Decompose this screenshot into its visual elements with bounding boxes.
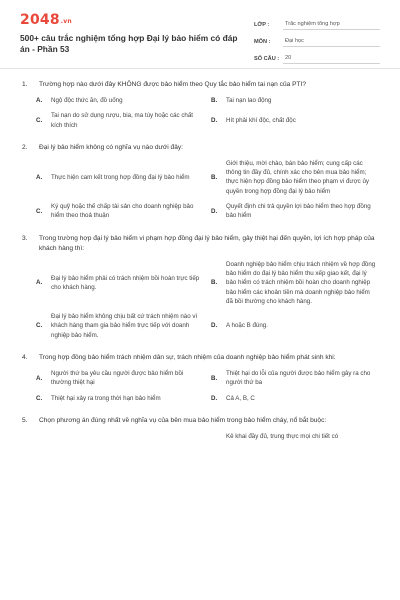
- option-b[interactable]: [211, 369, 378, 388]
- option-c[interactable]: [36, 312, 203, 340]
- option-letter: A.: [36, 279, 43, 287]
- option-text: A hoặc B đúng.: [226, 322, 268, 330]
- meta-value: 20: [283, 55, 380, 64]
- option-d[interactable]: [211, 202, 378, 221]
- option-letter: A.: [36, 97, 43, 104]
- option-letter: B.: [211, 173, 218, 181]
- question-number: 1.: [22, 81, 28, 88]
- logo-text: 2048: [20, 12, 60, 28]
- option-letter: C.: [36, 322, 43, 330]
- logo-suffix: .vn: [60, 18, 72, 25]
- option-letter: C.: [36, 207, 43, 215]
- option-b[interactable]: [211, 159, 378, 196]
- option-a[interactable]: [36, 159, 203, 196]
- option-text: Thiệt hại do lỗi của người được bảo hiểm gây ra cho người thứ ba: [226, 370, 371, 387]
- option-letter: C.: [36, 116, 43, 124]
- option-letter: A.: [36, 374, 43, 382]
- question-number: 5.: [22, 416, 28, 424]
- option-a[interactable]: [36, 369, 203, 388]
- option-text: Thực hiện cam kết trong hợp đồng đại lý bảo hiểm: [51, 173, 190, 181]
- option-letter: D.: [211, 322, 218, 330]
- option-letter: A.: [36, 173, 43, 181]
- option-a[interactable]: [36, 260, 203, 306]
- question-5: [22, 416, 378, 441]
- option-c[interactable]: [36, 111, 203, 130]
- header-divider: [0, 68, 400, 69]
- question-stem: [22, 80, 378, 90]
- option-d[interactable]: [211, 111, 378, 130]
- meta-label: LỚP :: [254, 22, 270, 28]
- answer-options: [22, 432, 378, 441]
- option-text: Kê khai đầy đủ, trung thực mọi chi tiết có: [226, 432, 339, 440]
- meta-label: MÔN :: [254, 39, 271, 45]
- question-stem: [22, 143, 378, 153]
- question-stem: [22, 416, 378, 426]
- option-b[interactable]: [211, 260, 378, 306]
- option-letter: D.: [211, 207, 218, 215]
- answer-options: [22, 260, 378, 340]
- option-a[interactable]: [36, 96, 203, 105]
- option-c[interactable]: [36, 394, 203, 403]
- option-text: Doanh nghiệp bảo hiểm chịu trách nhiệm về hợp đồng bảo hiểm do đại lý bảo hiểm thu xếp giao kết, đại lý bảo hiểm có trách nhiệm bồi hoàn cho doanh nghiệp bảo hiểm các khoản tiền mà doanh nghiệp bảo hiểm đã bồi thường cho khách hàng.: [226, 260, 376, 305]
- option-text: Tai nạn do sử dụng rượu, bia, ma túy hoặc các chất kích thích: [51, 112, 194, 129]
- question-stem: [22, 234, 378, 254]
- question-1: [22, 80, 378, 130]
- meta-value: Trắc nghiệm tổng hợp: [283, 21, 380, 30]
- option-text: Thiệt hại xảy ra trong thời hạn bảo hiểm: [51, 394, 161, 402]
- document-title: 500+ câu trắc nghiệm tổng hợp Đại lý bảo hiểm có đáp án - Phần 53: [20, 33, 238, 54]
- question-number: 3.: [22, 234, 28, 242]
- option-letter: B.: [211, 374, 218, 382]
- question-text: Trong trường hợp đại lý bảo hiểm vi phạm hợp đồng đại lý bảo hiểm, gây thiệt hại đến quyền, lợi ích hợp pháp của khách hàng thì:: [39, 234, 375, 252]
- question-text: Chọn phương án đúng nhất về nghĩa vụ của bên mua bảo hiểm trong bảo hiểm cháy, nổ bắt buộc:: [39, 416, 327, 424]
- option-letter: C.: [36, 394, 43, 402]
- question-4: [22, 353, 378, 403]
- document-meta: [254, 13, 380, 64]
- option-text: Cả A, B, C: [226, 394, 255, 402]
- question-number: 4.: [22, 354, 28, 362]
- question-2: [22, 143, 378, 221]
- option-text: Tai nạn lao động: [226, 97, 272, 104]
- option-letter: B.: [211, 97, 218, 104]
- question-text: Trường hợp nào dưới đây KHÔNG được bảo hiểm theo Quy tắc bảo hiểm tai nạn của PTI?: [39, 81, 307, 88]
- option-a[interactable]: [36, 432, 203, 441]
- option-b[interactable]: [211, 96, 378, 105]
- option-text: Hít phải khí độc, chất độc: [226, 116, 296, 124]
- meta-value: Đại học: [283, 38, 380, 47]
- option-b[interactable]: [211, 432, 378, 441]
- option-text: Giới thiệu, mời chào, bán bảo hiểm; cung cấp các thông tin đầy đủ, chính xác cho bên mua bảo hiểm; thực hiện hợp đồng bảo hiểm theo phạm vi được ủy quyền trong hợp đồng đại lý bảo hiểm: [226, 159, 369, 195]
- question-text: Trong hợp đồng bảo hiểm trách nhiệm dân sự, trách nhiệm của doanh nghiệp bảo hiểm phát sinh khi:: [39, 354, 336, 362]
- meta-label: SỐ CÂU :: [254, 56, 280, 62]
- answer-options: [22, 96, 378, 130]
- option-text: Đại lý bảo hiểm không chịu bất cứ trách nhiệm nào vì khách hàng tham gia bảo hiểm trực tiếp với doanh nghiệp bảo hiểm.: [51, 313, 198, 339]
- option-text: Người thứ ba yêu cầu người được bảo hiểm bồi thường thiệt hại: [51, 370, 184, 387]
- option-letter: D.: [211, 116, 218, 124]
- answer-options: [22, 159, 378, 221]
- question-3: [22, 234, 378, 340]
- option-text: Quyết định chi trả quyền lợi bảo hiểm theo hợp đồng bảo hiểm: [226, 203, 371, 220]
- meta-row-subject: [254, 30, 380, 47]
- answer-options: [22, 369, 378, 403]
- question-list: [22, 80, 378, 454]
- option-letter: B.: [211, 279, 218, 287]
- question-stem: [22, 353, 378, 363]
- option-text: Ký quỹ hoặc thế chấp tài sản cho doanh nghiệp bảo hiểm theo thoả thuận: [51, 203, 194, 220]
- option-c[interactable]: [36, 202, 203, 221]
- option-d[interactable]: [211, 312, 378, 340]
- option-d[interactable]: [211, 394, 378, 403]
- option-letter: D.: [211, 394, 218, 402]
- site-logo[interactable]: [20, 12, 72, 28]
- meta-row-class: [254, 13, 380, 30]
- question-text: Đại lý bảo hiểm không có nghĩa vụ nào dưới đây:: [39, 143, 183, 151]
- question-number: 2.: [22, 143, 28, 151]
- option-text: Ngộ độc thức ăn, đồ uống: [51, 97, 123, 104]
- option-text: Đại lý bảo hiểm phải có trách nhiệm bồi hoàn trực tiếp cho khách hàng.: [51, 274, 200, 291]
- meta-row-count: [254, 47, 380, 64]
